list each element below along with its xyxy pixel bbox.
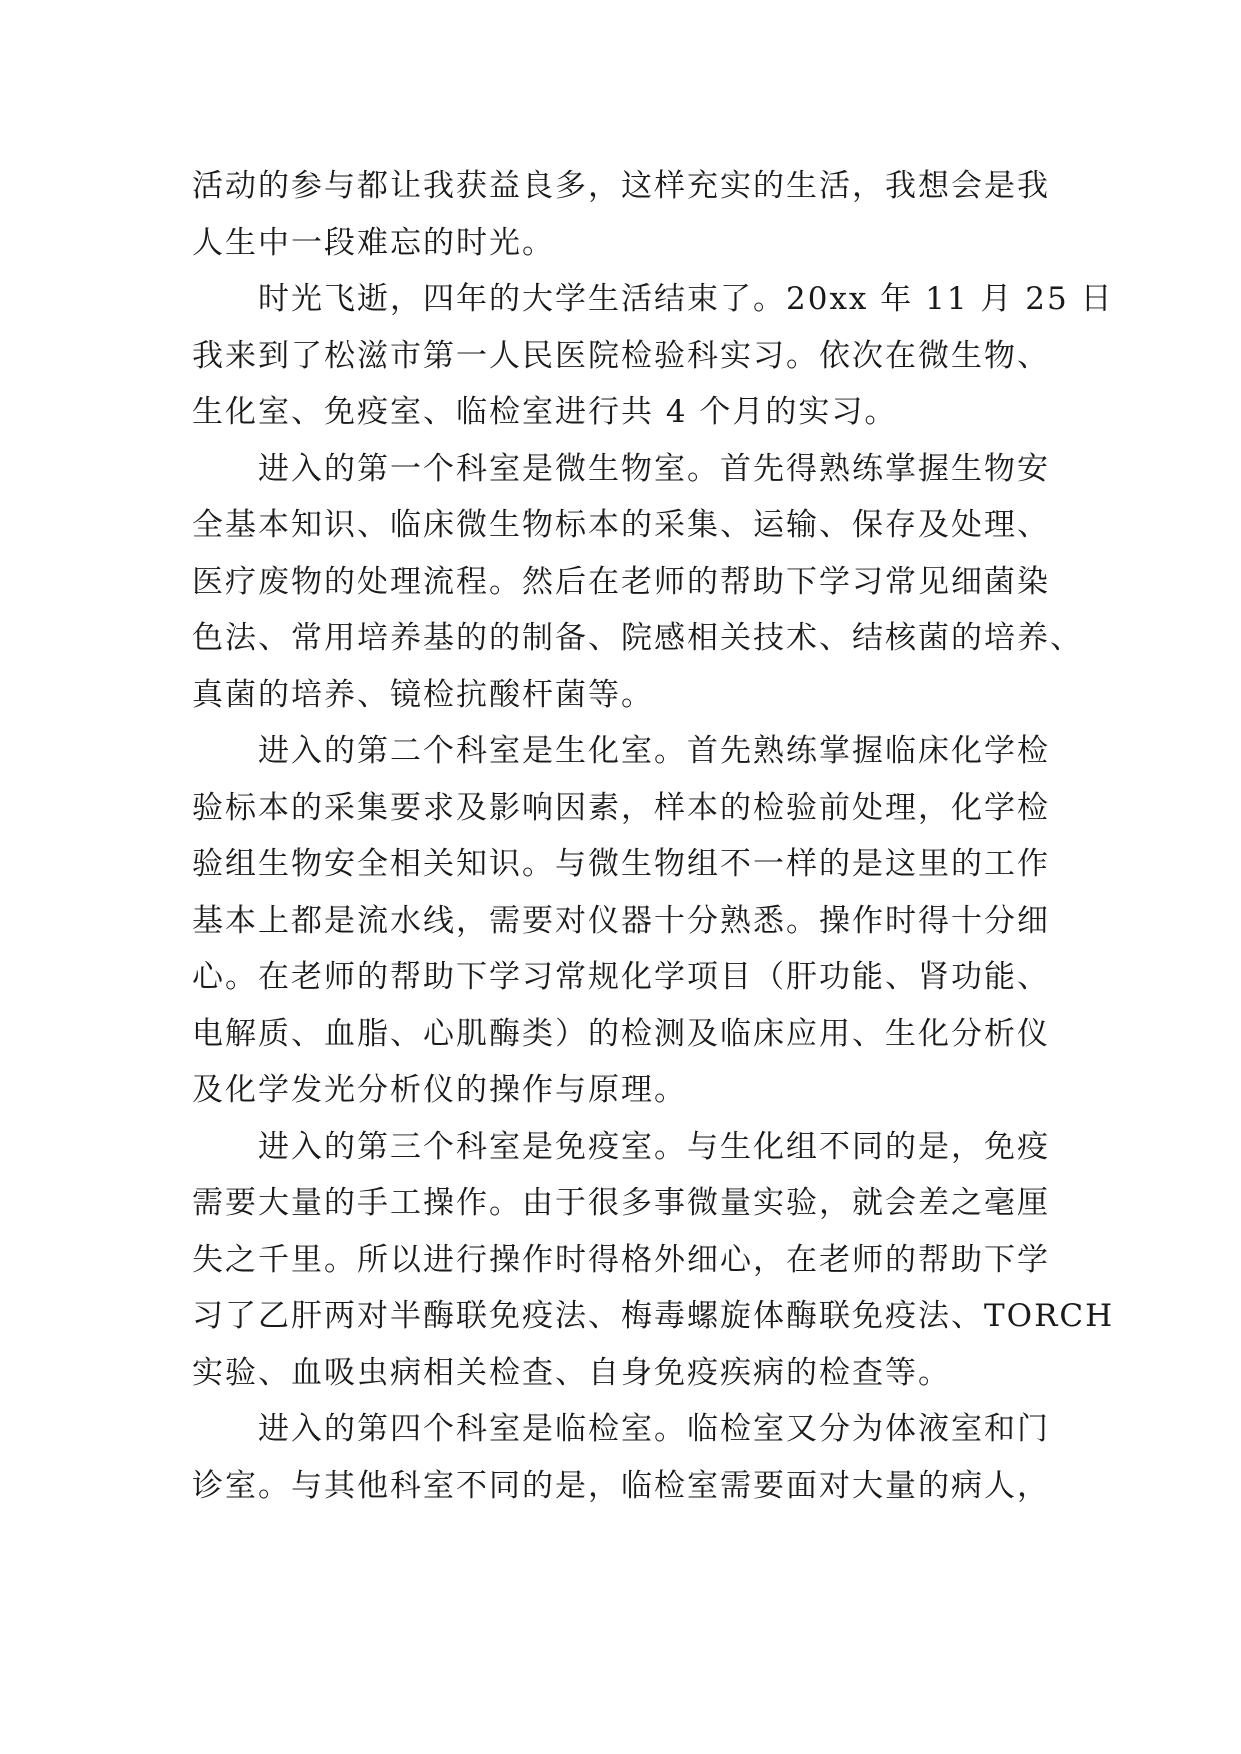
text-line: 失之千里。所以进行操作时得格外细心，在老师的帮助下学 — [192, 1241, 1050, 1278]
text-line: 习了乙肝两对半酶联免疫法、梅毒螺旋体酶联免疫法、TORCH — [192, 1298, 1115, 1334]
text-line: 心。在老师的帮助下学习常规化学项目（肝功能、肾功能、 — [192, 959, 1050, 995]
text-line: 电解质、血脂、心肌酶类）的检测及临床应用、生化分析仪 — [192, 1015, 1050, 1052]
text-line: 诊室。与其他科室不同的是，临检室需要面对大量的病人， — [192, 1467, 1050, 1504]
text-line: 基本上都是流水线，需要对仪器十分熟悉。操作时得十分细 — [192, 902, 1050, 939]
body-text — [192, 158, 1115, 1514]
text-line: 进入的第三个科室是免疫室。与生化组不同的是，免疫 — [258, 1128, 1050, 1165]
text-line: 人生中一段难忘的时光。 — [192, 224, 555, 261]
text-line: 时光飞逝，四年的大学生活结束了。20xx 年 11 月 25 日 — [258, 281, 1114, 317]
text-line: 医疗废物的处理流程。然后在老师的帮助下学习常见细菌染 — [192, 563, 1050, 600]
text-line: 验组生物安全相关知识。与微生物组不一样的是这里的工作 — [192, 846, 1050, 882]
text-line: 进入的第一个科室是微生物室。首先得熟练掌握生物安 — [258, 450, 1050, 487]
text-line: 实验、血吸虫病相关检查、自身免疫疾病的检查等。 — [192, 1354, 951, 1391]
text-line: 进入的第二个科室是生化室。首先熟练掌握临床化学检 — [258, 733, 1050, 769]
text-line: 需要大量的手工操作。由于很多事微量实验，就会差之毫厘 — [192, 1185, 1050, 1221]
text-line: 真菌的培养、镜检抗酸杆菌等。 — [192, 676, 654, 713]
text-line: 活动的参与都让我获益良多，这样充实的生活，我想会是我 — [192, 168, 1050, 204]
text-line: 色法、常用培养基的的制备、院感相关技术、结核菌的培养、 — [192, 620, 1083, 656]
text-line: 及化学发光分析仪的操作与原理。 — [192, 1072, 687, 1108]
text-line: 全基本知识、临床微生物标本的采集、运输、保存及处理、 — [192, 507, 1050, 543]
text-line: 生化室、免疫室、临检室进行共 4 个月的实习。 — [192, 394, 898, 430]
text-line: 验标本的采集要求及影响因素，样本的检验前处理，化学检 — [192, 789, 1050, 826]
text-line: 进入的第四个科室是临检室。临检室又分为体液室和门 — [258, 1411, 1050, 1447]
text-line: 我来到了松滋市第一人民医院检验科实习。依次在微生物、 — [192, 337, 1050, 374]
